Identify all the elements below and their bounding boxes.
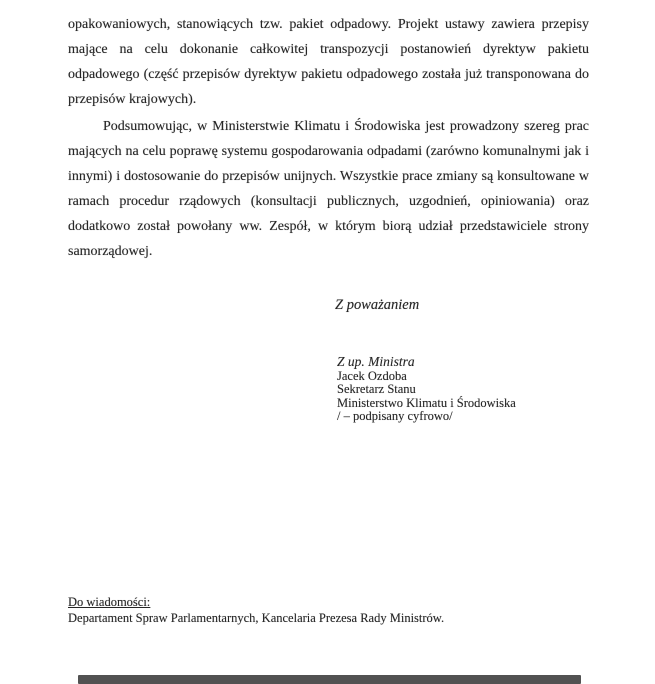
closing-salutation: Z poważaniem xyxy=(335,297,420,313)
signature-name: Jacek Ozdoba xyxy=(337,368,407,383)
cc-label: Do wiadomości: xyxy=(68,595,151,609)
signature-organization: Ministerstwo Klimatu i Środowiska xyxy=(337,395,516,410)
horizontal-scrollbar[interactable] xyxy=(0,675,655,684)
horizontal-scrollbar-thumb[interactable] xyxy=(78,675,581,684)
paragraph-summary: Podsumowując, w Ministerstwie Klimatu i Środowiska jest prowadzony szereg prac mających na celu poprawę systemu gospodarowania odpadami (zarówno komunalnymi jak i innymi) i dostosowanie do przepisów unijnych. Wszystkie prace zmiany są konsultowane w ramach procedur rządowych (konsultacji publicznych, uzgodnień, opiniowania) oraz dodatkowo został powołany ww. Zespół, w którym biorą udział przedstawiciele strony samorządowej. xyxy=(68,119,589,259)
cc-section xyxy=(68,595,444,626)
cc-recipients: Departament Spraw Parlamentarnych, Kancelaria Prezesa Rady Ministrów. xyxy=(68,610,445,625)
signature-title: Sekretarz Stanu xyxy=(337,382,416,396)
letter-body xyxy=(68,12,589,264)
signature-on-behalf: Z up. Ministra xyxy=(337,354,415,369)
paragraph-continuation: opakowaniowych, stanowiących tzw. pakiet odpadowy. Projekt ustawy zawiera przepisy mające na celu dokonanie całkowitej transpozycji postanowień dyrektyw pakietu odpadowego (część przepisów dyrektyw pakietu odpadowego została już transponowana do przepisów krajowych). xyxy=(68,17,589,107)
signature-block xyxy=(337,355,516,424)
signature-digital-note: / – podpisany cyfrowo/ xyxy=(337,409,453,423)
